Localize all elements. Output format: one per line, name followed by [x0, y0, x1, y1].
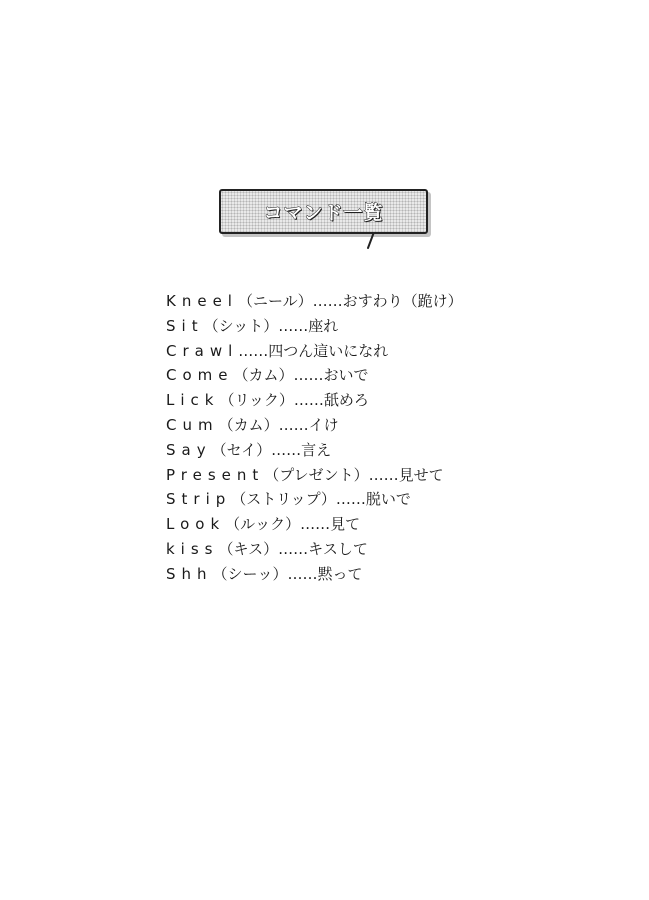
speech-tail-icon: [360, 232, 384, 250]
command-item-come: Come（カム）……おいで: [166, 366, 369, 385]
command-item-sit: Sit（シット）……座れ: [166, 316, 339, 335]
command-item-lick: Lick（リック）……舐めろ: [166, 391, 369, 410]
command-item-cum: Cum（カム）……イけ: [166, 415, 339, 434]
page-title: コマンド一覧: [263, 202, 384, 224]
command-item-crawl: Crawl……四つん這いになれ: [166, 341, 389, 360]
command-item-look: Look（ルック）……見て: [166, 515, 361, 534]
command-item-say: Say（セイ）……言え: [166, 440, 332, 459]
command-item-kiss: kiss（キス）……キスして: [166, 539, 368, 558]
command-item-strip: Strip（ストリップ）……脱いで: [166, 490, 411, 509]
command-list: [166, 289, 463, 587]
command-item-present: Present（プレゼント）……見せて: [166, 465, 444, 484]
command-item-shh: Shh（シーッ）……黙って: [166, 564, 363, 583]
command-item-kneel: Kneel（ニール）……おすわり（跪け）: [166, 292, 463, 310]
title-box: [219, 189, 428, 234]
